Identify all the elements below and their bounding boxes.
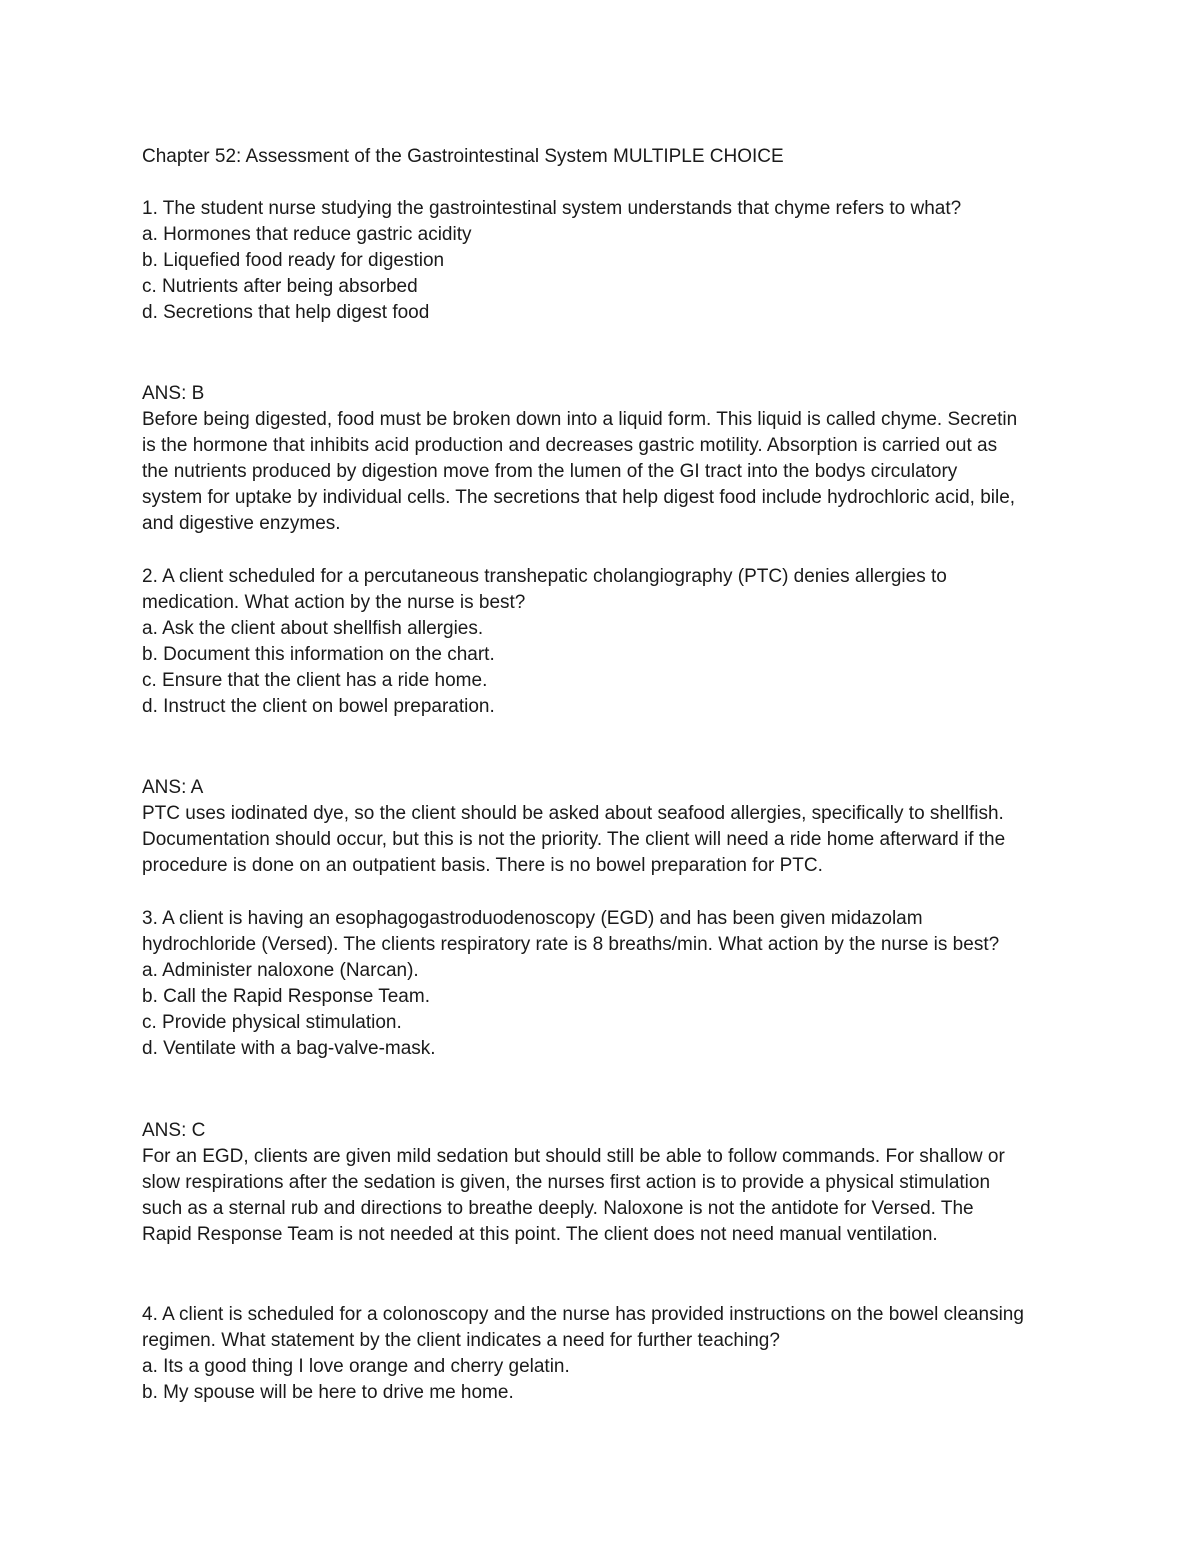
document-title: Chapter 52: Assessment of the Gastrointestinal System MULTIPLE CHOICE [142,146,784,167]
question-1-option-c: c. Nutrients after being absorbed [142,276,418,297]
question-2-option-b: b. Document this information on the chart. [142,644,495,665]
question-3-rationale-line: slow respirations after the sedation is given, the nurses first action is to provide a physical stimulation [142,1172,991,1193]
question-2-rationale-line: Documentation should occur, but this is not the priority. The client will need a ride home afterward if the [142,829,1006,850]
question-4-stem: 4. A client is scheduled for a colonoscopy and the nurse has provided instructions on the bowel cleansing [142,1304,1024,1325]
question-2-option-a: a. Ask the client about shellfish allergies. [142,618,484,639]
question-3-stem: hydrochloride (Versed). The clients respiratory rate is 8 breaths/min. What action by the nurse is best? [142,934,1000,955]
question-1-rationale-line: Before being digested, food must be broken down into a liquid form. This liquid is called chyme. Secretin [142,409,1018,430]
question-3-option-a: a. Administer naloxone (Narcan). [142,960,419,981]
question-2-rationale-line: PTC uses iodinated dye, so the client should be asked about seafood allergies, specifically to shellfish. [142,803,1004,824]
question-1-rationale-line: the nutrients produced by digestion move from the lumen of the GI tract into the bodys circulatory [142,461,958,482]
question-2-option-d: d. Instruct the client on bowel preparation. [142,696,495,717]
question-4-option-a: a. Its a good thing I love orange and cherry gelatin. [142,1356,570,1377]
question-1-rationale-line: system for uptake by individual cells. The secretions that help digest food include hydrochloric acid, bile, [142,487,1016,508]
question-1-rationale-line: is the hormone that inhibits acid production and decreases gastric motility. Absorption is carried out as [142,435,998,456]
question-2-rationale-line: procedure is done on an outpatient basis. There is no bowel preparation for PTC. [142,855,823,876]
question-1-stem: 1. The student nurse studying the gastrointestinal system understands that chyme refers to what? [142,198,962,219]
question-2-answer: ANS: A [142,777,204,798]
question-3-rationale-line: Rapid Response Team is not needed at this point. The client does not need manual ventilation. [142,1224,938,1245]
question-1-rationale-line: and digestive enzymes. [142,513,341,534]
question-3-option-c: c. Provide physical stimulation. [142,1012,402,1033]
question-3-stem: 3. A client is having an esophagogastroduodenoscopy (EGD) and has been given midazolam [142,908,923,929]
question-3-rationale-line: such as a sternal rub and directions to breathe deeply. Naloxone is not the antidote for Versed. The [142,1198,974,1219]
question-4-option-b: b. My spouse will be here to drive me home. [142,1382,514,1403]
question-3-option-d: d. Ventilate with a bag-valve-mask. [142,1038,436,1059]
question-3-answer: ANS: C [142,1120,206,1141]
question-4-stem: regimen. What statement by the client indicates a need for further teaching? [142,1330,780,1351]
question-3-rationale-line: For an EGD, clients are given mild sedation but should still be able to follow commands. For shallow or [142,1146,1005,1167]
question-1-option-a: a. Hormones that reduce gastric acidity [142,224,472,245]
question-3-option-b: b. Call the Rapid Response Team. [142,986,430,1007]
question-1-answer: ANS: B [142,383,205,404]
question-2-option-c: c. Ensure that the client has a ride home. [142,670,488,691]
question-2-stem: medication. What action by the nurse is best? [142,592,526,613]
question-2-stem: 2. A client scheduled for a percutaneous transhepatic cholangiography (PTC) denies allergies to [142,566,947,587]
question-1-option-d: d. Secretions that help digest food [142,302,430,323]
question-1-option-b: b. Liquefied food ready for digestion [142,250,445,271]
